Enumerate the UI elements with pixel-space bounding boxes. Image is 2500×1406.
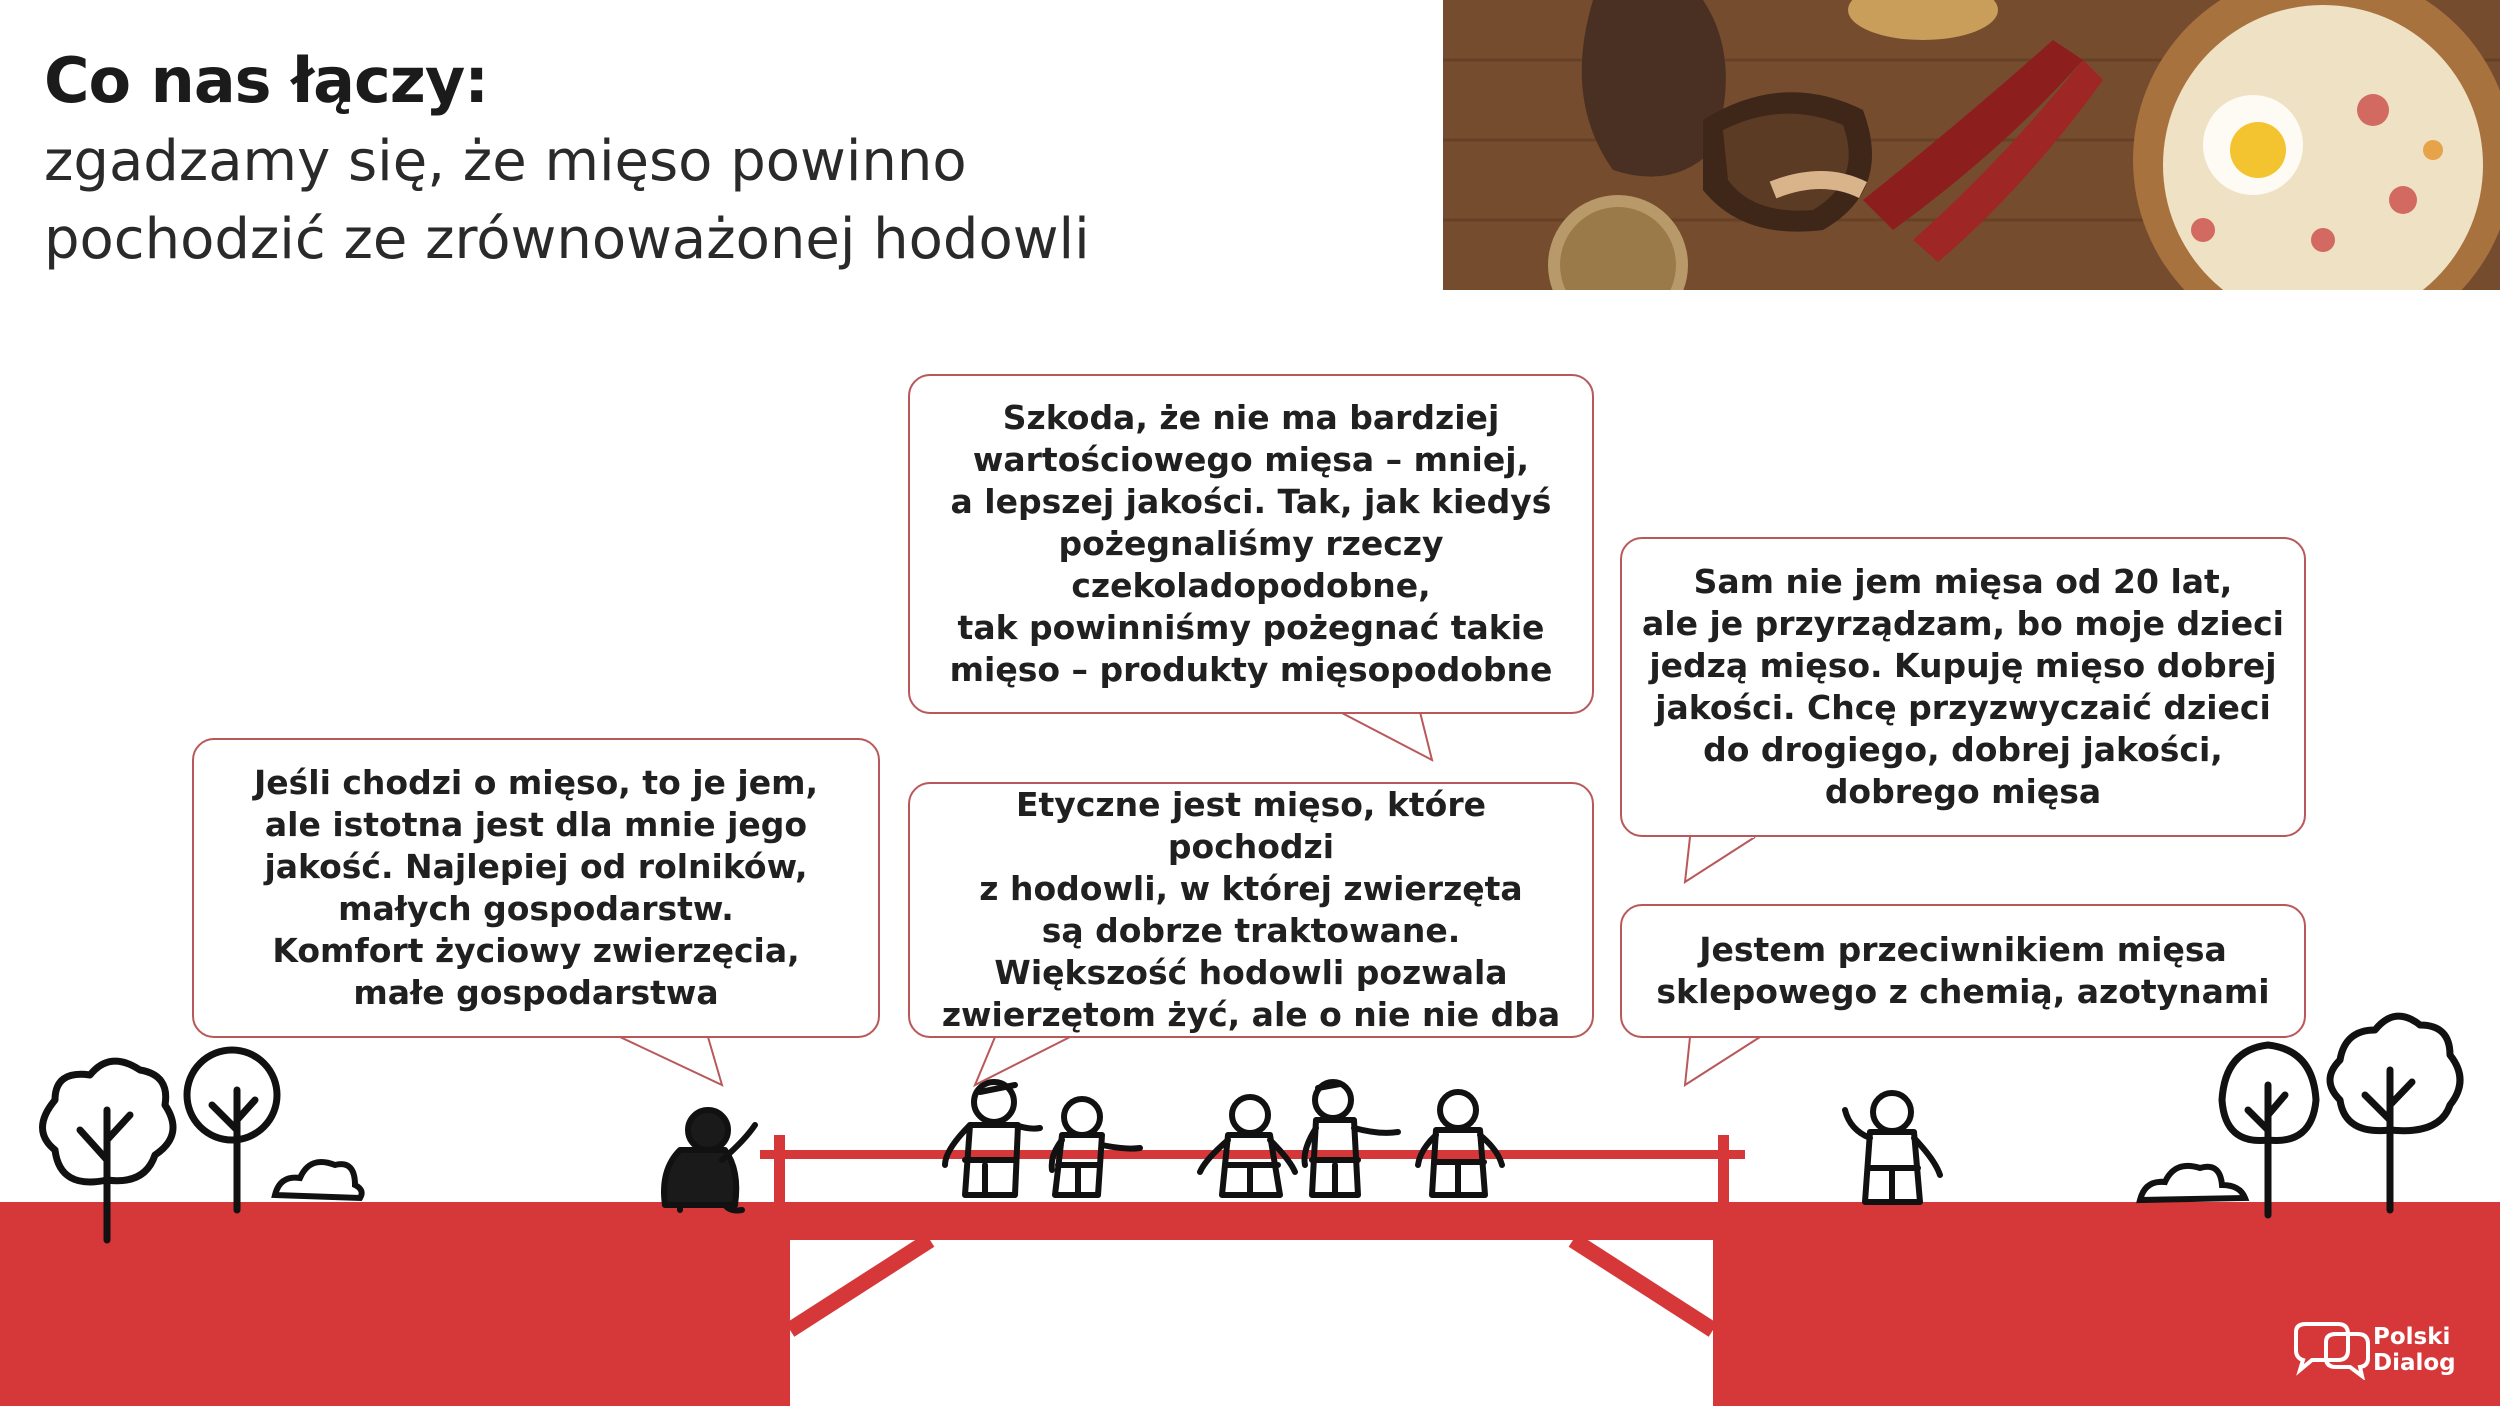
person-icon xyxy=(1304,1082,1398,1195)
bush-icon xyxy=(275,1162,362,1198)
person-icon xyxy=(1052,1099,1140,1195)
bridge-brace-right xyxy=(1573,1240,1713,1330)
person-icon xyxy=(664,1110,755,1210)
tail-top-right xyxy=(1685,837,1755,882)
food-photo xyxy=(1443,0,2500,290)
tail-top-center xyxy=(1340,712,1432,760)
food-photo-icon xyxy=(1443,0,2500,290)
bridge-brace-left xyxy=(790,1240,930,1330)
logo-text: Polski Dialog xyxy=(2373,1324,2456,1376)
person-icon xyxy=(1200,1097,1295,1195)
tail-center xyxy=(975,1037,1070,1085)
bridge-post-right xyxy=(1718,1135,1729,1220)
bush-icon xyxy=(2140,1166,2245,1200)
person-icon xyxy=(1418,1092,1502,1195)
quote-bubble-left: Jeśli chodzi o mięso, to je jem, ale istotna jest dla mnie jego jakość. Najlepiej od rolników, małych gospodarstw. Komfort życiowy zwierzęcia, małe gospodarstwa xyxy=(192,738,880,1038)
title-block xyxy=(44,44,1424,279)
quote-bubble-top-center: Szkoda, że nie ma bardziej wartościowego mięsa – mniej, a lepszej jakości. Tak, jak kiedyś pożegnaliśmy rzeczy czekoladopodobne, tak powinniśmy pożegnać takie mięso – produkty mięsopodobne xyxy=(908,374,1594,714)
quote-bubble-top-right: Sam nie jem mięsa od 20 lat, ale je przyrządzam, bo moje dzieci jedzą mięso. Kupuję mięso dobrej jakości. Chcę przyzwyczaić dzieci do drogiego, dobrej jakości, dobrego mięsa xyxy=(1620,537,2306,837)
quote-bubble-center: Etyczne jest mięso, które pochodzi z hodowli, w której zwierzęta są dobrze traktowane. Większość hodowli pozwala zwierzętom żyć, ale o nie nie dba xyxy=(908,782,1594,1038)
tree-icon xyxy=(187,1050,277,1210)
person-icon xyxy=(945,1082,1040,1195)
bridge-railing xyxy=(760,1150,1745,1159)
page-subtitle: zgadzamy się, że mięso powinno pochodzić ze zrównoważonej hodowli xyxy=(44,129,1090,272)
bridge-post-left xyxy=(774,1135,785,1220)
quote-bubble-right: Jestem przeciwnikiem mięsa sklepowego z chemią, azotynami xyxy=(1620,904,2306,1038)
tail-right xyxy=(1685,1037,1760,1085)
page-title: Co nas łączy: xyxy=(44,44,489,117)
person-icon xyxy=(1845,1093,1940,1202)
tree-icon xyxy=(2330,1016,2460,1210)
tail-left xyxy=(620,1037,722,1085)
